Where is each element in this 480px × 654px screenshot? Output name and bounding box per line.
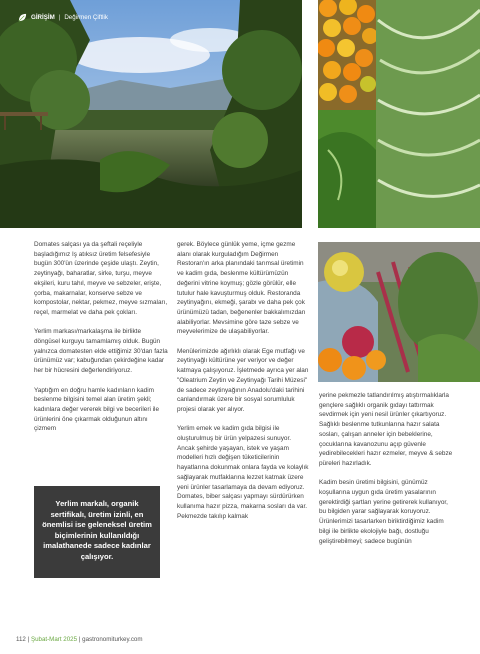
article-column-1 — [34, 240, 168, 444]
section-separator: | — [58, 14, 61, 21]
article-column-2 — [177, 240, 309, 531]
section-label: GİRİŞİM — [31, 14, 55, 21]
page-number: 112 — [16, 636, 26, 643]
footer-separator: | — [27, 636, 30, 643]
page-footer — [16, 636, 143, 643]
paragraph: Yerlim markası/markalaşma ile birlikte döngüsel kurguyu tamamlamış olduk. Bugün yalnızca domatesten elde ettiğimiz 30'dan fazla ürünümüz var; kabuğundan çekirdeğine kadar her bir hücresini değerlendiriyoruz. — [34, 328, 168, 375]
website-link[interactable]: gastronomiturkey.com — [82, 636, 143, 643]
footer-separator: | — [78, 636, 81, 643]
produce-photo — [318, 0, 480, 228]
leaf-logo-icon — [18, 13, 27, 22]
vegetables-photo — [318, 242, 480, 382]
landscape-photo — [0, 0, 302, 228]
subsection-label: Değirmen Çiftlik — [64, 14, 109, 21]
paragraph: Kadim besin üretimi bilgisini, günümüz koşullarına uygun gıda üretim yasalarının gerektirdiği şartları yerine getirerek kullanıyor, bu bilgiden yarar sağlayarak koruyoruz. Ürünlerimizi tasarlarken biriktirdiğimiz kadim bilgi ile birlikte ekolojiyle bağı, dostluğu geliştirebilmeyi; sadece bugünün — [319, 479, 448, 545]
issue-date: Şubat-Mart 2025 — [30, 636, 78, 643]
paragraph: gerek. Böylece günlük yeme, içme gezme alanı olarak kurguladığım Değirmen Restoran'ın arka planındaki tarımsal üretimin ve kadim gıda, beslenme kültürümüzün değerini vitrine koymuş; gözle görülür, elle tutulur hale kavuşturmuş olduk. Restoranda zeytinyağını, ekmeği, şarabı ve daha pek çok ürünümüzü tadan, beğenenler bakkalımızdan alabiliyorlar. Mevsimine göre taze sebze ve meyvelerimize de ulaşabiliyorlar. — [177, 241, 306, 336]
paragraph: Yaptığım en doğru hamle kadınların kadim beslenme bilgisini temel alan üretim şekli; kadınlara değer vererek bilgi ve becerileri ile ürünlerini öne çıkarmak olduğunun altını çizmem — [34, 386, 160, 433]
section-tag — [18, 13, 108, 22]
paragraph: Yerlim emek ve kadim gıda bilgisi ile oluşturulmuş bir ürün yelpazesi sunuyor. Ancak şehirde yaşayan, istek ve yaşam modelleri hızlı değişen tüketicilerinin hayatlarına dokunmak onlara fayda ve kolaylık sağlayarak mutfaklarına lezzet katmak üzere yeni ürünler tasarlamaya da devam ediyoruz. Domates, biber salçası yapmayı sürdürürken kullanıma hazır pizza, makarna sosları da var. Pekmezde takılıp kalmak — [177, 425, 309, 520]
paragraph: yerine pekmezle tatlandırılmış atıştırmalıklarla gençlere sağlıklı organik gıdayı tattırmak sevdirmek için yeni nesil ürünler çıkartıyoruz. Sağlıklı beslenme tutkunlarına hazır salata sosları, çalışan anneler için bebeklerine, çocuklarına kavanozunu açıp güvenle yedirebilecekleri hazır ezmeler, meyve & sebze püreleri hazırladık. — [319, 392, 453, 467]
paragraph: Domates salçası ya da şeftali reçeliyle başladığımız Iş atıksız üretim felsefesiyle bugün 300'ün üzerinde çeşide ulaştı. Zeytin, zeytinyağı, baharatlar, sirke, turşu, meyve ekşileri, kuru tahıl, meyve ve sebzeler, erişte, çorba, makarnalar, konserve sebze ve kompostolar, nektar, pekmez, meyve sızmaları, reçel, marmelat ve daha pek çokları. — [34, 241, 168, 316]
article-column-3 — [319, 391, 453, 556]
paragraph: Menülerimizde ağırlıklı olarak Ege mutfağı ve zeytinyağlı kültürüne yer veriyor ve değer katmaya çalışıyoruz. İşletmede ayrıca yer alan "Oleatrium Zeytin ve Zeytinyağı Tarihi Müzesi" de sadece zeytinyağının Anadolu'daki tarihini canlandırmak üzere bir sosyal sorumluluk projesi olarak yer alıyor. — [177, 347, 309, 413]
pull-quote: Yerlim markalı, organik sertifikalı, üretim izinli, en önemlisi ise geleneksel üretim biçimlerinin kullanıldığı imalathanede sadece kadınlar çalışıyor. — [34, 486, 160, 578]
